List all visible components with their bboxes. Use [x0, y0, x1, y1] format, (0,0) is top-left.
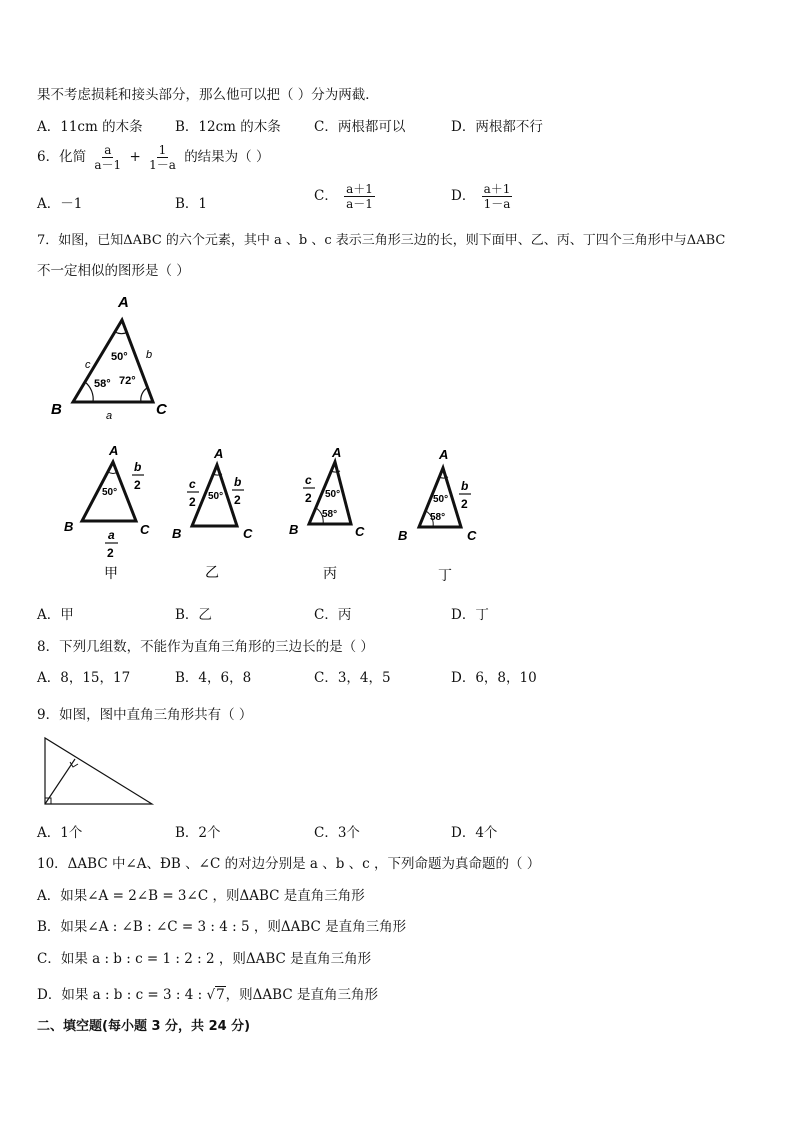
q6-frac2-numerator: 1 [158, 143, 167, 157]
ding-label-c: C [467, 528, 477, 543]
bing-angle-a-arc [331, 471, 340, 472]
q7-stem-line1: 7．如图，已知ΔABC 的六个元素，其中 a 、b 、c 表示三角形三边的长，则下面甲、乙、丙、丁四个三角形中与ΔABC [37, 233, 726, 248]
q7-figure-bing [285, 440, 385, 585]
q10-option-d-suffix: ，则ΔABC 是直角三角形 [225, 987, 378, 1003]
bing-angle-b-value: 58° [322, 509, 338, 520]
yi-label-c: C [243, 526, 253, 541]
yi-angle-arc [213, 474, 222, 475]
q7-figure-yi [168, 440, 268, 585]
jia-side-b-den: 2 [134, 478, 141, 492]
yi-side-b-den: 2 [234, 493, 241, 507]
q6-option-c [314, 182, 377, 211]
q6-optc-numerator: a＋1 [346, 182, 373, 196]
q10-option-c: C．如果 a : b : c = 1 : 2 : 2 ，则ΔABC 是直角三角形 [37, 951, 372, 967]
q9-altitude-line [45, 759, 75, 804]
q6-option-c-fraction [344, 182, 375, 211]
q6-option-b: B．1 [175, 196, 208, 212]
q10-option-d-root: 7 [216, 987, 225, 1003]
main-side-c: c [85, 359, 91, 371]
q6-option-c-label: C． [314, 188, 338, 204]
q6-frac1-denominator: a－1 [94, 158, 122, 172]
q8-option-a: A．8，15，17 [37, 670, 131, 686]
q6-optc-denominator: a－1 [346, 197, 373, 211]
q6-fraction-2 [147, 143, 178, 172]
q6-optd-numerator: a＋1 [483, 182, 511, 196]
q7-option-c: C．丙 [314, 607, 352, 623]
jia-angle-value: 50° [102, 487, 118, 498]
bing-caption: 丙 [323, 565, 337, 581]
q6-option-d-label: D． [451, 188, 476, 204]
q6-frac2-denominator: 1－a [149, 158, 176, 172]
q10-option-b: B．如果∠A : ∠B : ∠C = 3 : 4 : 5 ，则ΔABC 是直角三角形 [37, 919, 407, 935]
main-side-b: b [146, 349, 153, 361]
sqrt-icon: √ [206, 987, 216, 1003]
q8-option-c: C．3，4，5 [314, 670, 391, 686]
main-label-b: B [51, 401, 62, 418]
q10-option-d-prefix: D．如果 a : b : c = 3 : 4 : [37, 987, 207, 1003]
jia-label-a: A [109, 443, 119, 458]
main-angle-b-value: 58° [94, 378, 111, 390]
q9-option-d: D．4个 [451, 825, 498, 841]
jia-label-c: C [140, 522, 150, 537]
bing-side-c-num: c [305, 473, 312, 487]
q9-right-angle-mark-foot [70, 762, 78, 767]
q9-right-triangle-figure [40, 735, 160, 810]
main-label-a: A [118, 294, 129, 311]
q6-stem [37, 143, 269, 172]
yi-side-c-den: 2 [189, 495, 196, 509]
ding-label-a: A [439, 447, 449, 462]
q6-frac1-numerator: a [104, 143, 112, 157]
main-label-c: C [156, 401, 167, 418]
ding-side-b-num: b [461, 479, 469, 493]
q10-option-d [37, 983, 378, 1003]
ding-angle-b-value: 58° [430, 512, 446, 523]
q10-stem: 10．ΔABC 中∠A、ÐB 、∠C 的对边分别是 a 、b 、c ，下列命题为真命题的（ ） [37, 856, 541, 872]
yi-side-c-num: c [189, 477, 196, 491]
q10-option-a: A．如果∠A = 2∠B = 3∠C ，则ΔABC 是直角三角形 [37, 888, 365, 904]
main-angle-a-value: 50° [111, 351, 128, 363]
q7-stem-line2: 不一定相似的图形是（ ） [37, 263, 190, 279]
q6-prefix: 6．化简 [37, 149, 87, 165]
q8-option-d: D．6，8，10 [451, 670, 537, 686]
q9-option-c: C．3个 [314, 825, 360, 841]
q6-fraction-1 [92, 143, 123, 172]
bing-label-b: B [289, 522, 299, 537]
bing-label-c: C [355, 524, 365, 539]
yi-label-b: B [172, 526, 182, 541]
q6-option-a: A．－1 [37, 196, 83, 212]
jia-caption: 甲 [104, 565, 118, 581]
q7-figure-ding [395, 440, 495, 585]
q5-option-d: D．两根都不行 [451, 119, 543, 135]
bing-side-c-den: 2 [305, 491, 312, 505]
q5-option-a: A．11cm 的木条 [37, 119, 143, 135]
q7-main-triangle-figure [45, 290, 195, 430]
q8-option-b: B．4，6，8 [175, 670, 252, 686]
ding-side-b-den: 2 [461, 497, 468, 511]
q6-plus: + [129, 149, 141, 165]
q5-stem-tail: 果不考虑损耗和接头部分，那么他可以把（ ）分为两截． [37, 87, 379, 103]
bing-label-a: A [332, 445, 342, 460]
q7-option-b: B．乙 [175, 607, 212, 623]
jia-side-a-den: 2 [107, 546, 114, 560]
jia-label-b: B [64, 519, 74, 534]
q9-option-a: A．1个 [37, 825, 83, 841]
q6-option-d [451, 182, 514, 211]
ding-angle-a-value: 50° [433, 494, 449, 505]
jia-side-b-num: b [134, 460, 142, 474]
q9-option-b: B．2个 [175, 825, 221, 841]
q5-option-c: C．两根都可以 [314, 119, 406, 135]
section-2-title: 二、填空题(每小题 3 分，共 24 分) [37, 1019, 251, 1034]
bing-angle-a-value: 50° [325, 489, 341, 500]
ding-caption: 丁 [438, 567, 452, 583]
yi-label-a: A [214, 446, 224, 461]
q6-suffix: 的结果为（ ） [184, 149, 270, 165]
q5-option-b: B．12cm 的木条 [175, 119, 281, 135]
main-angle-c-arc [141, 388, 147, 402]
q7-option-a: A．甲 [37, 607, 74, 623]
q6-optd-denominator: 1－a [483, 197, 511, 211]
ding-angle-a-arc [439, 477, 448, 478]
q8-stem: 8．下列几组数，不能作为直角三角形的三边长的是（ ） [37, 639, 374, 655]
yi-side-b-num: b [234, 475, 242, 489]
main-angle-c-value: 72° [119, 375, 136, 387]
yi-caption: 乙 [205, 564, 219, 580]
q7-option-d: D．丁 [451, 607, 489, 623]
main-angle-b-arc [85, 382, 93, 402]
q6-option-d-fraction [482, 182, 513, 211]
q7-figure-jia [60, 440, 160, 585]
q9-outer-triangle [45, 738, 152, 804]
ding-label-b: B [398, 528, 408, 543]
q9-stem: 9．如图，图中直角三角形共有（ ） [37, 707, 253, 723]
main-angle-a-arc [115, 332, 128, 334]
jia-angle-arc [108, 472, 118, 473]
jia-side-a-num: a [108, 528, 115, 542]
yi-angle-value: 50° [208, 491, 224, 502]
main-side-a: a [106, 410, 113, 422]
